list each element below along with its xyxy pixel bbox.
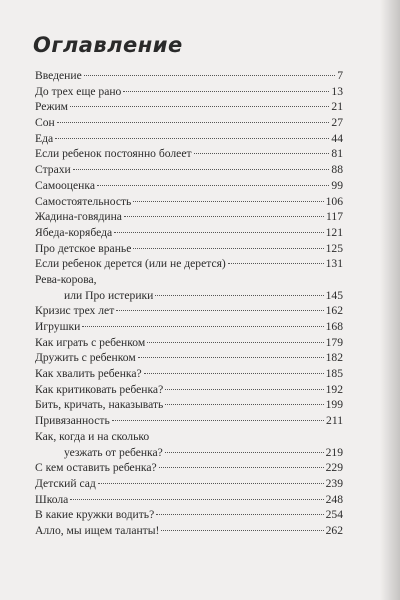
dot-leader: [84, 75, 335, 76]
dot-leader: [228, 263, 324, 264]
page-edge-shadow: [380, 0, 400, 600]
toc-entry-title: Игрушки: [35, 320, 81, 333]
toc-entry-page: 99: [331, 178, 343, 192]
toc-entry-page: 185: [325, 367, 343, 381]
toc-entry: [35, 335, 343, 351]
toc-entry: [35, 413, 343, 429]
toc-entry-title: Сон: [35, 116, 55, 130]
dot-leader: [70, 499, 323, 500]
toc-entry-page: 145: [325, 288, 343, 302]
toc-entry-page: 21: [331, 100, 343, 114]
toc-entry: [35, 241, 343, 257]
toc-entry-page: 7: [337, 69, 343, 82]
toc-entry-title: В какие кружки водить?: [35, 508, 155, 522]
toc-entry-page: 262: [325, 523, 343, 537]
toc-entry-title: Самостоятельность: [35, 194, 132, 208]
toc-entry-line: [35, 429, 343, 445]
toc-entry-page: 168: [325, 320, 343, 333]
toc-entry-page: 162: [325, 304, 343, 318]
dot-leader: [194, 153, 330, 154]
toc-entry-title: Бить, кричать, наказывать: [35, 398, 164, 412]
dot-leader: [165, 452, 324, 453]
toc-entry-page: 13: [331, 84, 343, 98]
toc-entry-title: Как хвалить ребенка?: [35, 367, 142, 381]
toc-entry: [35, 288, 343, 304]
toc-entry-title: Если ребенок дерется (или не дерется): [35, 257, 226, 271]
toc-entry-title: Школа: [35, 492, 69, 506]
toc-entry-page: 106: [325, 194, 343, 208]
toc-entry: [35, 256, 343, 272]
toc-entry: [35, 84, 343, 100]
toc-entry-page: 44: [331, 131, 343, 145]
toc-entry-title: Еда: [35, 131, 54, 145]
toc-entry: [35, 382, 343, 398]
table-of-contents: [35, 68, 343, 539]
toc-entry-page: 239: [325, 476, 343, 490]
toc-entry-page: 211: [326, 414, 343, 428]
toc-entry: [35, 523, 343, 539]
toc-entry-page: 88: [331, 163, 343, 177]
toc-entry: [35, 397, 343, 413]
toc-entry-page: 219: [325, 445, 343, 459]
toc-entry-page: 254: [325, 508, 343, 522]
toc-entry-title: Алло, мы ищем таланты!: [35, 523, 160, 537]
toc-entry: [35, 492, 343, 508]
toc-entry: [35, 507, 343, 523]
toc-entry: [35, 303, 343, 319]
toc-entry: [35, 99, 343, 115]
dot-leader: [55, 138, 329, 139]
dot-leader: [57, 122, 330, 123]
dot-leader: [155, 295, 323, 296]
dot-leader: [114, 232, 323, 233]
toc-entry-page: 248: [325, 492, 343, 506]
toc-entry-page: 131: [325, 257, 343, 271]
toc-entry-title: Самооценка: [35, 178, 95, 192]
toc-entry-title: Ябеда-корябеда: [35, 225, 113, 239]
toc-entry: [35, 319, 343, 335]
dot-leader: [159, 467, 324, 468]
toc-entry: [35, 194, 343, 210]
toc-entry: [35, 445, 343, 461]
toc-entry-title: Дружить с ребенком: [35, 351, 136, 365]
toc-entry: [35, 225, 343, 241]
toc-entry: [35, 146, 343, 162]
toc-entry-title: Детский сад: [35, 476, 96, 490]
toc-entry-page: 27: [331, 116, 343, 130]
toc-entry-page: 125: [325, 241, 343, 255]
toc-entry-title: Введение: [35, 69, 82, 82]
toc-entry: [35, 178, 343, 194]
dot-leader: [124, 216, 324, 217]
toc-entry-title: До трех еще рано: [35, 84, 122, 98]
dot-leader: [116, 310, 323, 311]
toc-entry-page: 117: [326, 210, 343, 224]
toc-entry: [35, 460, 343, 476]
toc-entry-title: С кем оставить ребенка?: [35, 461, 157, 475]
toc-entry-title: Как, когда и на сколько: [35, 429, 150, 443]
toc-entry-title-continued: уезжать от ребенка?: [64, 445, 163, 459]
toc-entry: [35, 115, 343, 131]
toc-entry-title-continued: или Про истерики: [64, 288, 154, 302]
toc-entry-page: 192: [325, 382, 343, 396]
dot-leader: [161, 530, 323, 531]
dot-leader: [123, 91, 329, 92]
toc-entry: [35, 209, 343, 225]
toc-entry-title: Привязанность: [35, 414, 110, 428]
toc-entry-title: Про детское вранье: [35, 241, 132, 255]
toc-entry: [35, 131, 343, 147]
toc-entry-page: 199: [325, 398, 343, 412]
toc-entry-title: Как играть с ребенком: [35, 335, 146, 349]
toc-entry: [35, 366, 343, 382]
dot-leader: [156, 514, 323, 515]
toc-entry-title: Страхи: [35, 163, 71, 177]
dot-leader: [147, 342, 323, 343]
dot-leader: [133, 201, 323, 202]
toc-entry-title: Если ребенок постоянно болеет: [35, 147, 192, 161]
toc-entry-line: [35, 272, 343, 288]
toc-entry-page: 81: [331, 147, 343, 161]
dot-leader: [138, 357, 324, 358]
toc-entry: [35, 68, 343, 84]
dot-leader: [73, 169, 330, 170]
toc-entry-page: 229: [325, 461, 343, 475]
toc-entry-title: Как критиковать ребенка?: [35, 382, 164, 396]
toc-entry-title: Кризис трех лет: [35, 304, 115, 318]
page-title: Оглавление: [33, 33, 183, 57]
dot-leader: [70, 106, 329, 107]
dot-leader: [112, 420, 324, 421]
toc-entry-title: Рева-корова,: [35, 272, 97, 286]
dot-leader: [98, 483, 324, 484]
toc-entry: [35, 476, 343, 492]
dot-leader: [97, 185, 329, 186]
toc-entry: [35, 162, 343, 178]
toc-entry-title: Режим: [35, 100, 68, 114]
toc-entry-page: 182: [325, 351, 343, 365]
dot-leader: [165, 389, 323, 390]
dot-leader: [82, 326, 323, 327]
dot-leader: [165, 404, 323, 405]
toc-entry-title: Жадина-говядина: [35, 210, 122, 224]
toc-entry-page: 121: [325, 225, 343, 239]
toc-entry-page: 179: [325, 335, 343, 349]
toc-entry: [35, 350, 343, 366]
dot-leader: [133, 248, 323, 249]
dot-leader: [144, 373, 324, 374]
